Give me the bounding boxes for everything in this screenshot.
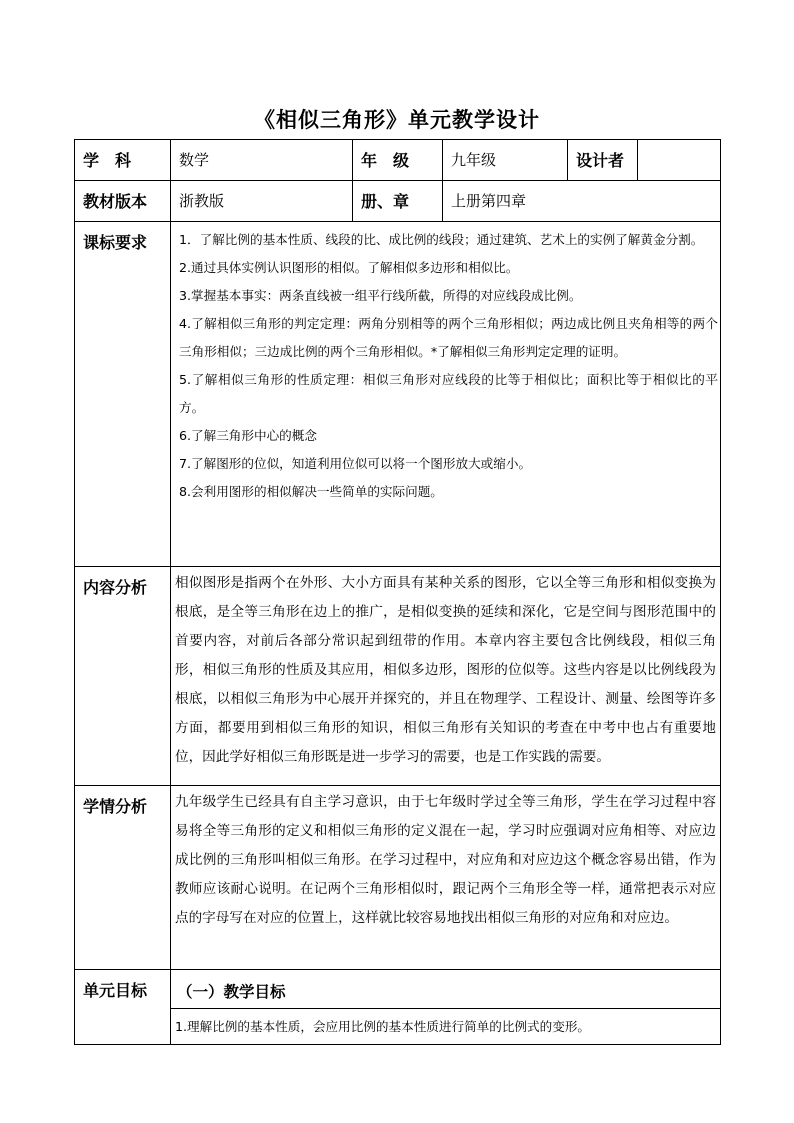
- standard-item-8: 8.会利用图形的相似解决一些简单的实际问题。: [179, 484, 443, 499]
- content-analysis-label: 内容分析: [75, 567, 171, 786]
- standard-item-6: 6.了解三角形中心的概念: [179, 428, 317, 443]
- unit-goals-cell: [171, 970, 721, 1045]
- designer-label: 设计者: [568, 140, 638, 181]
- teaching-goals-heading: （一）教学目标: [177, 982, 286, 1001]
- learner-analysis-label: 学情分析: [75, 786, 171, 970]
- standard-item-2: 2.通过具体实例认识图形的相似。了解相似多边形和相似比。: [179, 260, 519, 275]
- table-row: [75, 140, 721, 181]
- grade-label: 年 级: [353, 140, 443, 181]
- subject-value: 数学: [171, 140, 353, 181]
- table-row: [75, 181, 721, 222]
- textbook-label: 教材版本: [75, 181, 171, 222]
- document-title: 《相似三角形》单元教学设计: [254, 107, 540, 132]
- lesson-design-table: [74, 139, 721, 1045]
- subject-label: 学 科: [75, 140, 171, 181]
- standard-item-7: 7.了解图形的位似，知道利用位似可以将一个图形放大或缩小。: [179, 456, 532, 471]
- content-analysis-text: 相似图形是指两个在外形、大小方面具有某种关系的图形，它以全等三角形和相似变换为根底，是全等三角形在边上的推广，是相似变换的延续和深化，它是空间与图形范围中的首要内容，对前后各部分常识起到纽带的作用。本章内容主要包含比例线段，相似三角形，相似三角形的性质及其应用，相似多边形，图形的位似等。这些内容是以比例线段为根底，以相似三角形为中心展开并探究的，并且在物理学、工程设计、测量、绘图等许多方面，都要用到相似三角形的知识，相似三角形有关知识的考查在中考中也占有重要地位，因此学好相似三角形既是进一步学习的需要，也是工作实践的需要。: [175, 575, 716, 765]
- designer-value[interactable]: [638, 140, 721, 181]
- standard-item-4: 4.了解相似三角形的判定定理：两角分别相等的两个三角形相似；两边成比例且夹角相等的两个三角形相似；三边成比例的两个三角形相似。*了解相似三角形判定定理的证明。: [179, 316, 718, 359]
- content-analysis-cell: [171, 567, 721, 786]
- standard-item-1: 1．了解比例的基本性质、线段的比、成比例的线段；通过建筑、艺术上的实例了解黄金分割。: [179, 232, 704, 247]
- table-row: [75, 970, 721, 1045]
- standard-item-3: 3.掌握基本事实：两条直线被一组平行线所截，所得的对应线段成比例。: [179, 288, 582, 303]
- table-row: [75, 222, 721, 567]
- grade-value: 九年级: [443, 140, 568, 181]
- standard-item-5: 5.了解相似三角形的性质定理：相似三角形对应线段的比等于相似比；面积比等于相似比的平方。: [179, 372, 718, 415]
- textbook-value: 浙教版: [171, 181, 353, 222]
- learner-analysis-cell: [171, 786, 721, 970]
- learner-analysis-text: 九年级学生已经具有自主学习意识，由于七年级时学过全等三角形，学生在学习过程中容易将全等三角形的定义和相似三角形的定义混在一起，学习时应强调对应角相等、对应边成比例的三角形叫相似三角形。在学习过程中，对应角和对应边这个概念容易出错，作为教师应该耐心说明。在记两个三角形相似时，跟记两个三角形全等一样，通常把表示对应点的字母写在对应的位置上，这样就比较容易地找出相似三角形的对应角和对应边。: [175, 794, 716, 926]
- goal-item-1: 1.理解比例的基本性质，会应用比例的基本性质进行简单的比例式的变形。: [171, 1008, 720, 1044]
- volume-label: 册、章: [353, 181, 443, 222]
- volume-value: 上册第四章: [443, 181, 721, 222]
- unit-goals-label: 单元目标: [75, 970, 171, 1045]
- standards-label: 课标要求: [75, 222, 171, 567]
- standards-content: [171, 222, 721, 567]
- table-row: [75, 786, 721, 970]
- table-row: [75, 567, 721, 786]
